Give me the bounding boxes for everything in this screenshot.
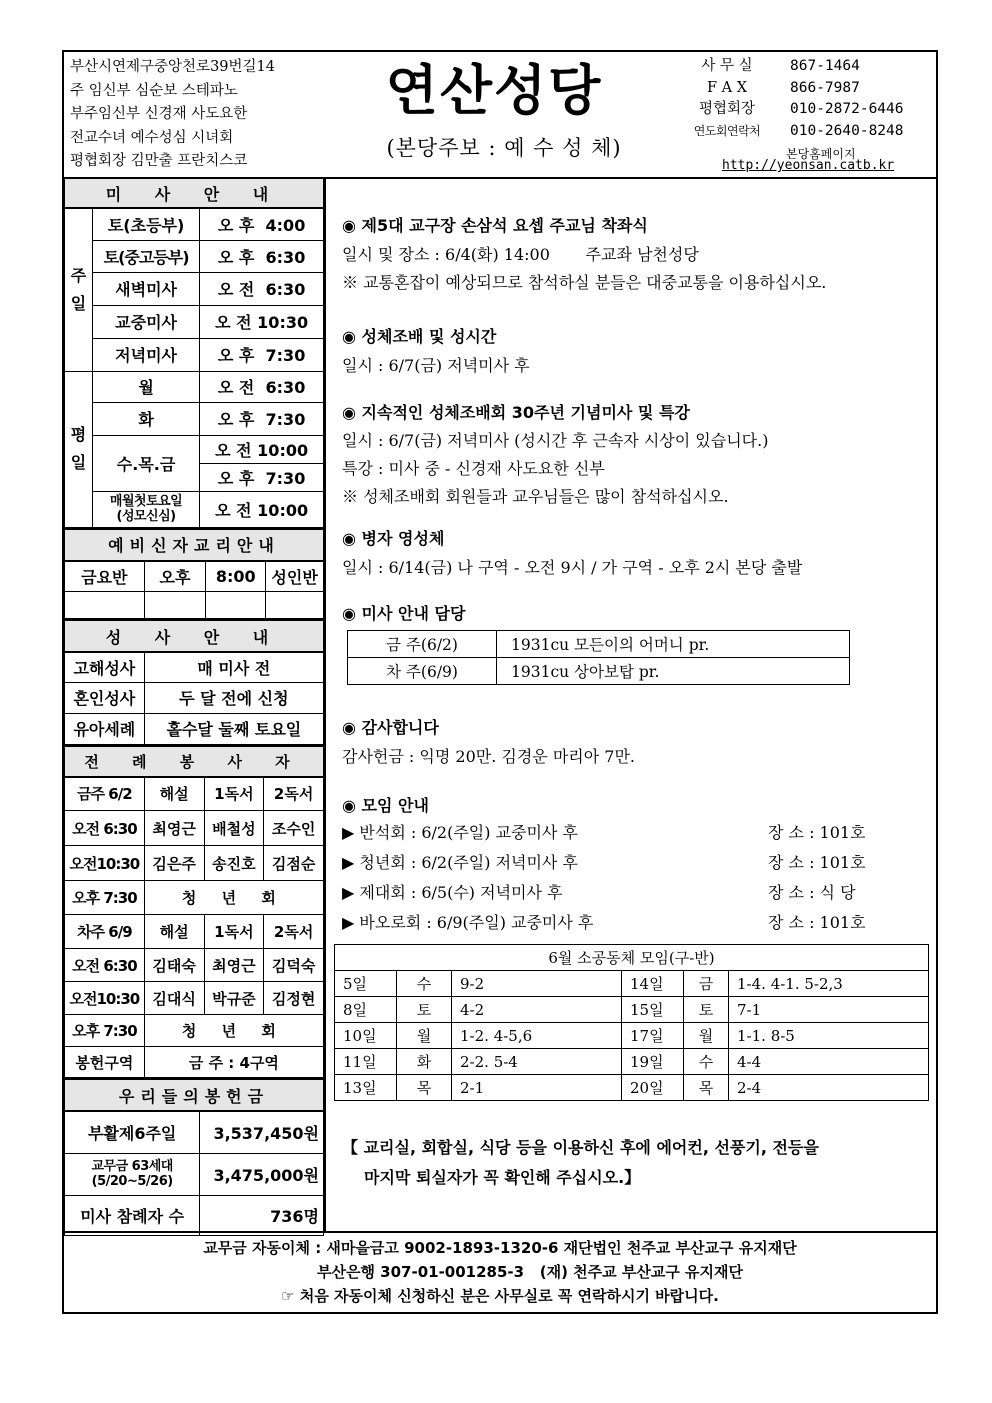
community-cell: 19일 [622,1049,684,1075]
mass-name: 월 [92,371,199,402]
section-line: 일시 및 장소 : 6/4(화) 14:00 주교좌 남천성당 [342,245,699,264]
community-cell: 4-4 [729,1049,929,1075]
meeting-place: 장 소 : 101호 [768,823,866,842]
mass-slot: 오후 7:30 [65,1015,145,1047]
community-cell: 15일 [622,997,684,1023]
address: 부산시연제구중앙천로39번길14 [70,59,275,75]
mass-name [92,491,199,527]
section-title: 제5대 교구장 손삼석 요셉 주교님 착좌식 [361,216,648,235]
meeting-row [342,910,922,940]
contact-list [676,56,938,142]
first-sat-line1: 매월첫토요일 [109,494,183,509]
role-header: 1독서 [204,777,264,811]
contact-label: F A X [706,79,748,96]
minister-name: 송진호 [204,846,264,881]
meeting-info: 제대회 : 6/5(수) 저녁미사 후 [359,883,563,902]
community-cell: 10일 [335,1023,397,1049]
community-cell: 8일 [335,997,397,1023]
mass-slot: 오전10:30 [65,982,145,1015]
minister-name: 김은주 [144,846,204,881]
left-column [64,177,324,1236]
bullet-icon: ◉ [342,529,356,548]
sacrament-title: 성 사 안 내 [65,620,324,652]
sunday-label: 주일 [65,208,93,371]
meeting-place: 장 소 : 식 당 [768,883,856,902]
mass-guide-table [347,630,850,685]
section-line: 일시 : 6/14(금) 나 구역 - 오전 9시 / 가 구역 - 오후 2시 본당 출발 [342,558,803,577]
minister-name: 배철성 [204,811,264,846]
section-title: 모임 안내 [361,796,429,815]
footer [64,1231,936,1314]
first-sat-line2: (성모신심) [116,509,176,524]
meeting-place: 장 소 : 101호 [768,853,866,872]
community-cell: 월 [397,1023,452,1049]
mass-name: 화 [92,402,199,435]
mass-time: 오 후 4:00 [200,208,324,240]
sacrament-value: 두 달 전에 신청 [144,682,323,713]
sisters: 전교수녀 예수성심 시녀회 [70,129,234,146]
community-cell: 13일 [335,1075,397,1101]
parish-info [70,56,332,174]
minister-name: 김덕숙 [264,949,324,982]
minister-name: 조수인 [264,811,324,846]
contact-value: 010-2640-8248 [790,122,904,139]
community-cell: 1-2. 4-5,6 [452,1023,622,1049]
minister-name: 김점순 [264,846,324,881]
offering-value: 736명 [200,1195,324,1235]
column-divider [324,177,334,1231]
mass-name: 교중미사 [92,305,199,338]
offering-district-label: 봉헌구역 [65,1047,145,1078]
section-line: 특강 : 미사 중 - 신경재 사도요한 신부 [342,459,605,478]
section-title: 감사합니다 [361,718,439,737]
header [64,52,936,179]
community-cell: 목 [397,1075,452,1101]
role-header: 1독서 [204,915,264,949]
meeting-info: 반석회 : 6/2(주일) 교중미사 후 [359,823,578,842]
minister-name: 최영근 [204,949,264,982]
catechism-group: 성인반 [266,561,324,592]
community-cell: 20일 [622,1075,684,1101]
community-row [335,1049,929,1075]
sacrament-name: 유아세례 [65,713,145,744]
guide-week: 금 주(6/2) [348,631,497,658]
mass-time: 오 후 7:30 [200,402,324,435]
community-row [335,971,929,997]
mass-time: 오 전 10:30 [200,305,324,338]
mass-time: 오 후 7:30 [200,463,324,491]
section-adoration [342,324,530,376]
bullet-icon: ◉ [342,604,356,623]
catechism-class: 금요반 [65,561,145,592]
section-title: 병자 영성체 [361,529,445,548]
community-cell: 2-4 [729,1075,929,1101]
page-title: 연산성당 [385,59,603,122]
page-subtitle: (본당주보 : 예 수 성 체) [386,136,622,160]
mass-slot: 오전10:30 [65,846,145,881]
bullet-icon: ◉ [342,403,356,422]
mass-time: 오 전 6:30 [200,272,324,305]
bullet-icon: ◉ [342,327,356,346]
empty-cell [206,592,266,619]
community-cell: 7-1 [729,997,929,1023]
sacrament-value: 매 미사 전 [144,652,323,682]
mass-time: 오 전 10:00 [200,435,324,463]
section-ordination [342,213,826,293]
minister-name: 박규준 [204,982,264,1015]
mass-time: 오 전 10:00 [200,491,324,527]
section-thanks [342,715,635,767]
mass-name: 저녁미사 [92,338,199,371]
community-cell: 11일 [335,1049,397,1075]
minister-name: 김대식 [144,982,204,1015]
community-cell: 월 [684,1023,729,1049]
community-row [335,997,929,1023]
bullet-icon: ◉ [342,216,356,235]
sacrament-name: 혼인성사 [65,682,145,713]
community-cell: 17일 [622,1023,684,1049]
meeting-info: 청년회 : 6/2(주일) 저녁미사 후 [359,853,578,872]
section-anniversary [342,400,768,507]
contact-value: 010-2872-6446 [790,101,904,117]
notice-line: 【 교리실, 회합실, 식당 등을 이용하신 후에 에어컨, 선풍기, 전등을 [342,1138,819,1157]
guide-week: 차 주(6/9) [348,658,497,685]
catechism-title: 예비신자교리안내 [65,529,324,561]
mass-name: 토(중고등부) [92,240,199,272]
footer-line: 부산은행 307-01-001285-3 (재) 천주교 부산교구 유지재단 [316,1263,744,1281]
bullet-icon: ◉ [342,796,356,815]
guide-group: 1931cu 상아보탑 pr. [497,658,850,685]
arrow-icon: ▶ [342,853,355,872]
youth-group: 청 년 회 [144,881,323,915]
mass-title: 미 사 안 내 [65,178,324,208]
offering-name: 미사 참례자 수 [65,1195,200,1235]
council-president: 평협회장 김만출 프란치스코 [70,153,248,169]
catechism-time-label: 오후 [144,561,206,592]
section-line: ※ 성체조배회 회원들과 교우님들은 많이 참석하십시오. [342,487,729,506]
sacrament-name: 고해성사 [65,652,145,682]
meeting-row [342,820,922,850]
section-title: 미사 안내 담당 [361,604,466,623]
guide-group: 1931cu 모든이의 어머니 pr. [497,631,850,658]
bullet-icon: ◉ [342,718,356,737]
weekday-label: 평일 [65,371,93,527]
community-row [335,1023,929,1049]
section-title: 지속적인 성체조배회 30주년 기념미사 및 특강 [361,403,690,422]
notice-line: 마지막 퇴실자가 꼭 확인해 주십시오.】 [364,1168,641,1187]
section-mass-guide [342,601,850,685]
role-header: 해설 [144,915,204,949]
section-title: 성체조배 및 성시간 [361,327,497,346]
community-row [335,1075,929,1101]
community-cell: 4-2 [452,997,622,1023]
community-cell: 토 [397,997,452,1023]
meeting-info: 바오로회 : 6/9(주일) 교중미사 후 [359,913,594,932]
role-header: 2독서 [264,915,324,949]
mass-slot: 오후 7:30 [65,881,145,915]
offering-value: 3,475,000원 [200,1153,324,1195]
community-cell: 2-2. 5-4 [452,1049,622,1075]
mass-name: 수.목.금 [92,435,199,491]
arrow-icon: ▶ [342,913,355,932]
role-header: 해설 [144,777,204,811]
offering-name-line1: 교무금 63세대 [91,1159,173,1174]
empty-cell [144,592,206,619]
mass-time: 오 후 6:30 [200,240,324,272]
mass-slot: 오전 6:30 [65,811,145,846]
ministers-title: 전 례 봉 사 자 [65,746,324,777]
homepage-label: 본당홈페이지 [786,147,856,161]
homepage-link[interactable]: http://yeonsan.catb.kr [722,158,895,173]
community-title: 6월 소공동체 모임(구-반) [335,945,929,971]
community-cell: 화 [397,1049,452,1075]
footer-line: 교무금 자동이체 : 새마을금고 9002-1893-1320-6 재단법인 천주교 부산교구 유지재단 [203,1239,797,1257]
mass-schedule-table [64,177,324,528]
mass-name: 토(초등부) [92,208,199,240]
contact-value: 867-1464 [790,58,860,74]
week-label: 차주 6/9 [65,915,145,949]
meeting-place: 장 소 : 101호 [768,913,866,932]
meeting-row [342,850,922,880]
ministers-table [64,745,324,1079]
mass-time: 오 전 6:30 [200,371,324,402]
meeting-row [342,880,922,910]
sacrament-value: 홀수달 둘째 토요일 [144,713,323,744]
youth-group: 청 년 회 [144,1015,323,1047]
offering-name [65,1153,200,1195]
small-community-table [334,944,929,1101]
week-label: 금주 6/2 [65,777,145,811]
assistant-pastor: 부주임신부 신경재 사도요한 [70,106,248,122]
sacrament-table [64,619,324,745]
catechism-time: 8:00 [206,561,266,592]
community-cell: 목 [684,1075,729,1101]
minister-name: 최영근 [144,811,204,846]
section-line: ※ 교통혼잡이 예상되므로 참석하실 분들은 대중교통을 이용하십시오. [342,273,827,292]
community-cell: 2-1 [452,1075,622,1101]
offering-table [64,1078,324,1236]
community-cell: 수 [397,971,452,997]
section-meetings [342,793,922,940]
community-cell: 토 [684,997,729,1023]
community-cell: 14일 [622,971,684,997]
bulletin-page [62,50,938,1314]
mass-name: 새벽미사 [92,272,199,305]
section-communion [342,526,802,578]
contact-label: 평협회장 [698,101,756,117]
offering-name: 부활제6주일 [65,1111,200,1153]
section-line: 감사헌금 : 익명 20만. 김경운 마리아 7만. [342,747,636,766]
catechism-table [64,528,324,620]
offering-title: 우리들의봉헌금 [65,1079,324,1111]
community-cell: 수 [684,1049,729,1075]
pastor: 주 임신부 심순보 스테파노 [70,82,238,99]
footer-line: ☞ 처음 자동이체 신청하신 분은 사무실로 꼭 연락하시기 바랍니다. [281,1287,719,1305]
contact-label: 연도회연락처 [693,123,761,138]
role-header: 2독서 [264,777,324,811]
empty-cell [266,592,324,619]
offering-value: 3,537,450원 [200,1111,324,1153]
empty-cell [65,592,145,619]
mass-time: 오 후 7:30 [200,338,324,371]
community-cell: 금 [684,971,729,997]
offering-name-line2: (5/20~5/26) [91,1174,173,1189]
section-line: 일시 : 6/7(금) 저녁미사 후 [342,356,530,375]
section-line: 일시 : 6/7(금) 저녁미사 (성시간 후 근속자 시상이 있습니다.) [342,431,769,450]
community-cell: 5일 [335,971,397,997]
facility-notice [342,1135,932,1191]
community-cell: 9-2 [452,971,622,997]
minister-name: 김정현 [264,982,324,1015]
minister-name: 김태숙 [144,949,204,982]
offering-district-value: 금 주 : 4구역 [144,1047,323,1078]
arrow-icon: ▶ [342,883,355,902]
contact-label: 사 무 실 [701,58,753,74]
community-cell: 1-4. 4-1. 5-2,3 [729,971,929,997]
arrow-icon: ▶ [342,823,355,842]
mass-slot: 오전 6:30 [65,949,145,982]
contact-value: 866-7987 [790,79,860,96]
community-cell: 1-1. 8-5 [729,1023,929,1049]
